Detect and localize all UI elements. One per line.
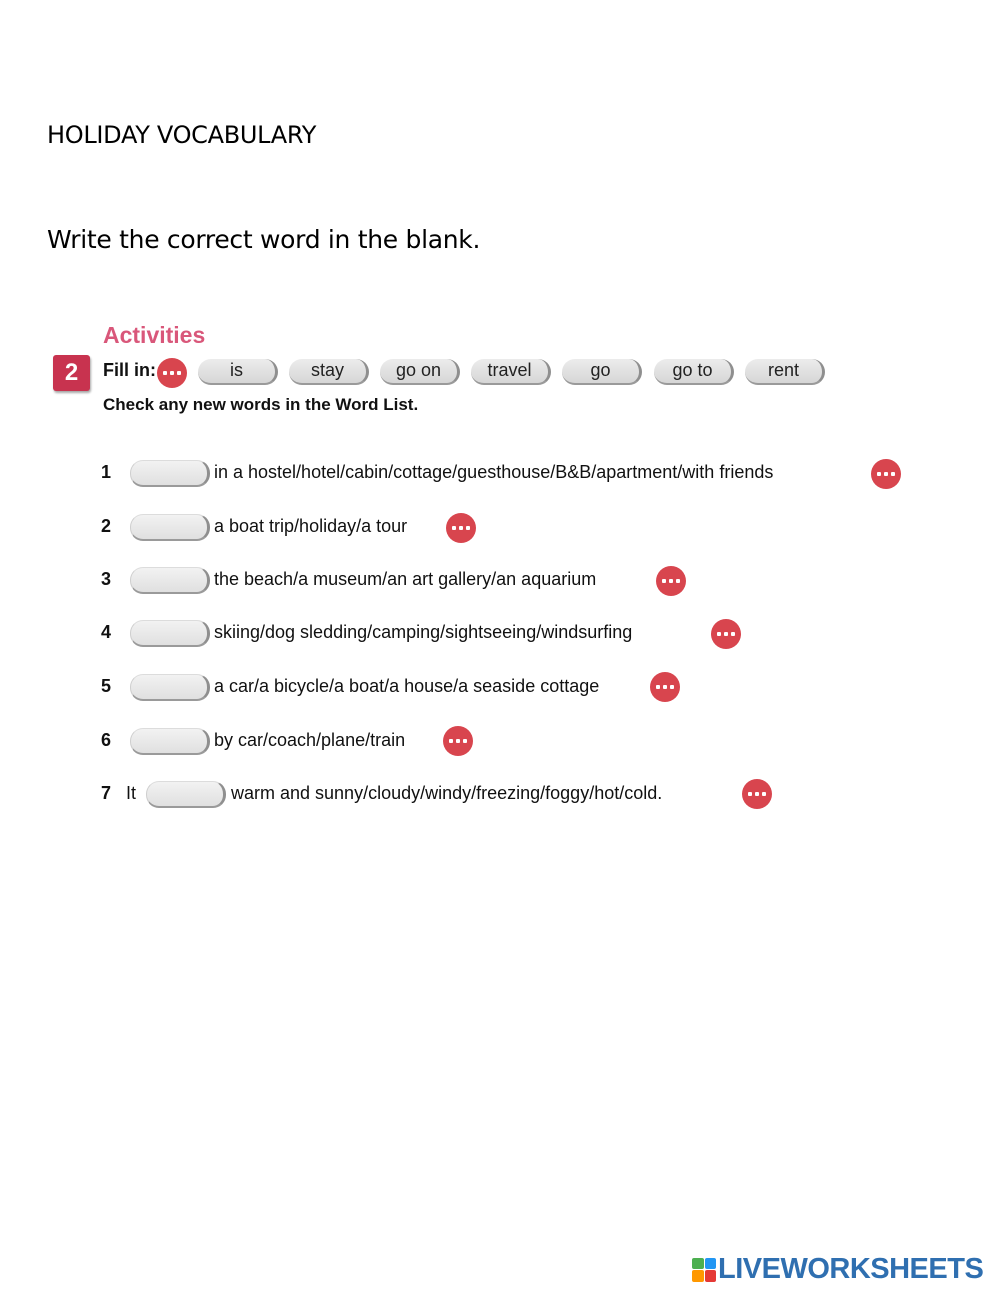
item-number: 3 [101,569,112,589]
item-text-2: a boat trip/holiday/a tour [214,516,408,536]
item-number: 6 [101,730,112,750]
item-text-4: skiing/dog sledding/camping/sightseeing/windsurfing [214,622,633,642]
word-chip-go-on[interactable]: go on [380,359,460,385]
check-word-list-note: Check any new words in the Word List. [103,395,419,414]
audio-dots-icon[interactable] [650,672,680,702]
audio-dots-icon[interactable] [446,513,476,543]
word-chip-rent[interactable]: rent [745,359,825,385]
instruction-text: Write the correct word in the blank. [47,225,481,254]
item-text-5: a car/a bicycle/a boat/a house/a seaside cottage [214,676,600,696]
word-chip-travel[interactable]: travel [471,359,551,385]
word-chip-go[interactable]: go [562,359,642,385]
answer-blank-2[interactable] [130,514,210,541]
logo-text: LIVEWORKSHEETS [718,1253,984,1285]
answer-blank-4[interactable] [130,620,210,647]
item-prefix-7: It [126,783,137,803]
word-chip-go-to[interactable]: go to [654,359,734,385]
logo-mark-icon [692,1258,716,1282]
fill-in-label: Fill in: [103,360,156,380]
item-number: 5 [101,676,112,696]
word-chip-is[interactable]: is [198,359,278,385]
exercise-number-badge: 2 [53,355,90,391]
liveworksheets-logo [692,1253,983,1286]
audio-dots-icon[interactable] [742,779,772,809]
item-number: 2 [101,516,112,536]
item-text-6: by car/coach/plane/train [214,730,406,750]
audio-dots-icon[interactable] [871,459,901,489]
audio-dots-icon[interactable] [656,566,686,596]
answer-blank-5[interactable] [130,674,210,701]
item-number: 4 [101,622,112,642]
answer-blank-7[interactable] [146,781,226,808]
word-chip-stay[interactable]: stay [289,359,369,385]
item-number: 7 [101,783,112,803]
answer-blank-3[interactable] [130,567,210,594]
audio-dots-icon[interactable] [157,358,187,388]
activities-heading: Activities [103,322,206,348]
audio-dots-icon[interactable] [443,726,473,756]
answer-blank-6[interactable] [130,728,210,755]
item-text-3: the beach/a museum/an art gallery/an aquarium [214,569,597,589]
item-number: 1 [101,462,112,482]
item-text-1: in a hostel/hotel/cabin/cottage/guesthouse/B&B/apartment/with friends [214,462,774,482]
audio-dots-icon[interactable] [711,619,741,649]
item-text-7: warm and sunny/cloudy/windy/freezing/foggy/hot/cold. [231,783,663,803]
answer-blank-1[interactable] [130,460,210,487]
worksheet-title: HOLIDAY VOCABULARY [47,121,317,149]
